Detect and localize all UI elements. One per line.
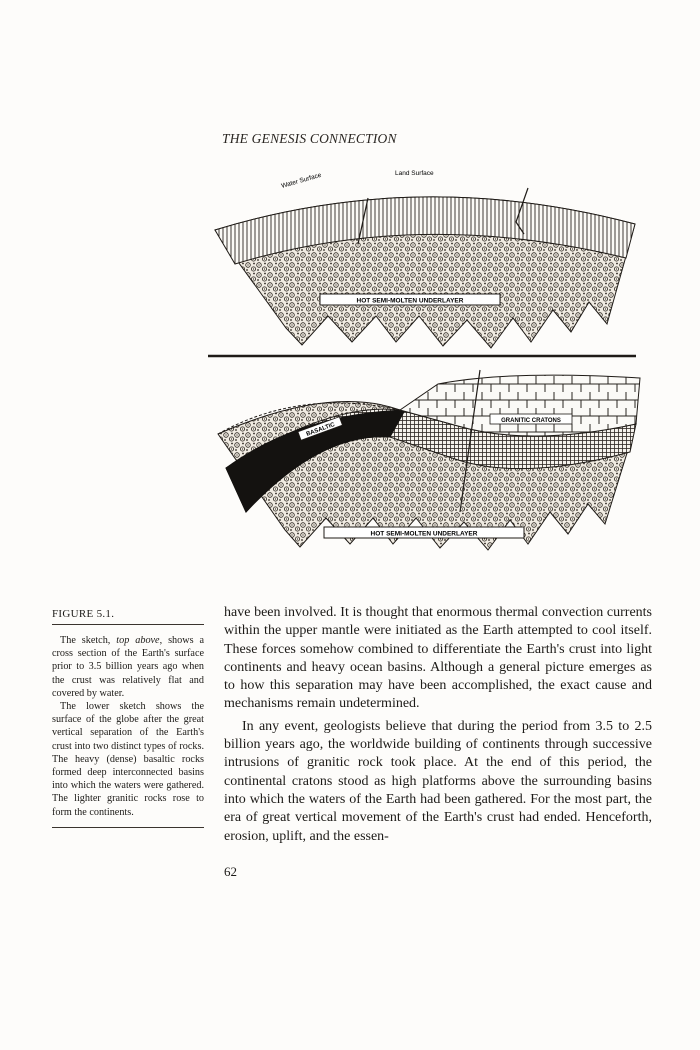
body-paragraph-1: have been involved. It is thought that enormous thermal convection currents within the upper mantle were initiated as the Earth attempted to cool itself. These forces somehow combined to differentiate the Earth's crust into light continents and heavy ocean basins. Although a general picture emerges as to how this separation may have been accomplished, the exact cause and mechanisms remain undetermined. (224, 605, 652, 712)
page-number: 62 (224, 864, 237, 879)
body-paragraph-2: In any event, geologists believe that during the period from 3.5 to 2.5 billion years ago, the worldwide building of continents through successive intrusions of granitic rock took place. At the end of this period, the continental cratons stood as high platforms above the surrounding basins into which the waters of the Earth had been gathered. For the most part, the era of great vertical movement of the Earth's crust had ended. Henceforth, erosion, uplift, and the essen- (224, 718, 652, 844)
running-head: THE GENESIS CONNECTION (222, 131, 397, 146)
figure-caption (52, 608, 204, 828)
caption-p1-text-b: , shows a cross section of the Earth's surface prior to 3.5 billion years ago when the crust was relatively flat and covered by water. (52, 635, 204, 699)
cratons-label: GRANITIC CRATONS (501, 418, 561, 424)
figure-5-1 (190, 152, 650, 592)
top-cross-section (215, 170, 635, 348)
land-surface-label: Land Surface (395, 170, 434, 177)
caption-p1-text-a: The sketch, (60, 635, 117, 646)
water-surface-label: Water Surface (280, 171, 323, 190)
caption-paragraph-1 (52, 634, 204, 700)
caption-top-rule (52, 624, 204, 625)
body-text (224, 604, 652, 846)
caption-p1-italic: top above (116, 635, 160, 646)
caption-bottom-rule (52, 827, 204, 828)
figure-label: FIGURE 5.1. (52, 608, 115, 620)
caption-paragraph-2: The lower sketch shows the surface of the globe after the great vertical separation of the Earth's crust into two distinct types of rocks. The heavy (dense) basaltic rocks formed deep interconnected basins into which the waters were gathered. The lighter granitic rocks rose to form the continents. (52, 701, 204, 818)
bottom-cross-section (218, 370, 640, 550)
top-underlayer-label: HOT SEMI-MOLTEN UNDERLAYER (356, 297, 464, 305)
basaltic-label: BASALTIC (305, 421, 336, 438)
bottom-underlayer-label: HOT SEMI-MOLTEN UNDERLAYER (370, 530, 478, 538)
